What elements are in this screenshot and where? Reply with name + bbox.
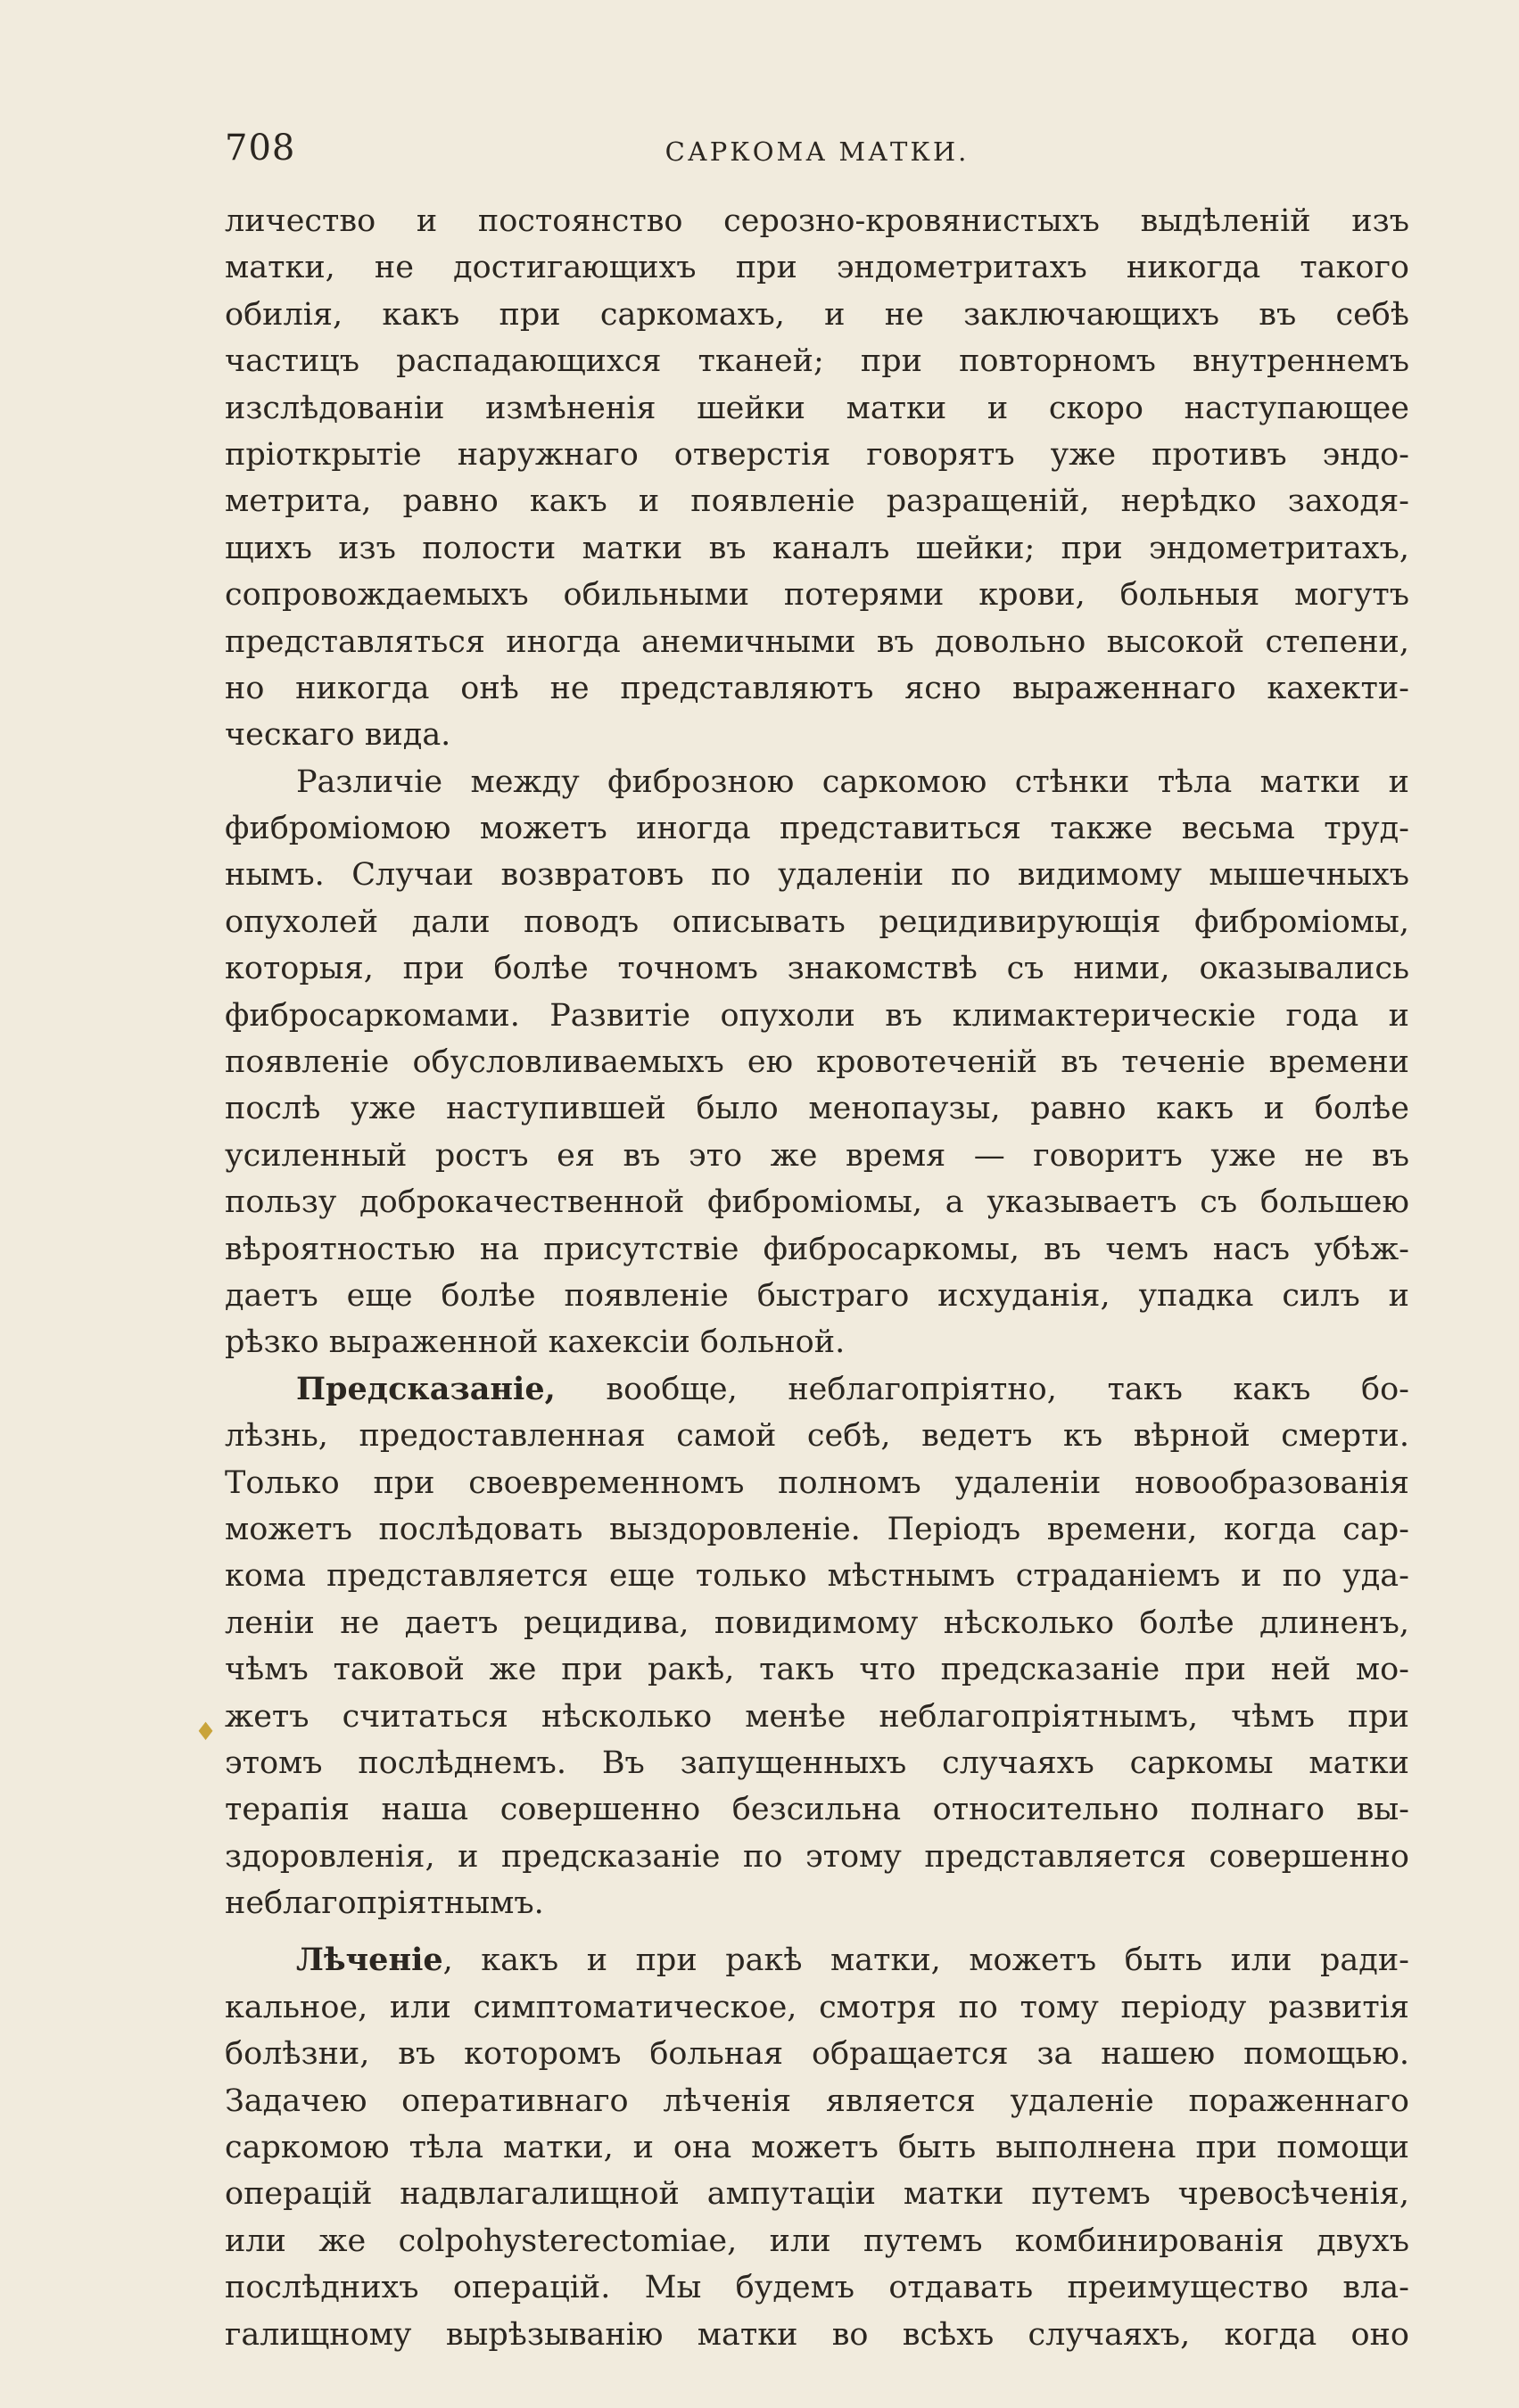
text-line: которыя, при болѣе точномъ знакомствѣ съ ними, оказывались <box>225 951 1409 987</box>
text-line: кальное, или симптоматическое, смотря по тому періоду развитія <box>225 1989 1409 2025</box>
text-line: нымъ. Случаи возвратовъ по удаленіи по видимому мышечныхъ <box>225 857 1409 894</box>
text-line-rest: , какъ и при ракѣ матки, можетъ быть или ради- <box>442 1942 1409 1979</box>
text-line: леніи не даетъ рецидива, повидимому нѣсколько болѣе длиненъ, <box>225 1604 1409 1641</box>
term-prognosis: Предсказаніе, <box>296 1370 556 1407</box>
text-line: частицъ распадающихся тканей; при повторномъ внутреннемъ <box>225 343 1409 380</box>
text-line: чѣмъ таковой же при ракѣ, такъ что предсказаніе при ней мо- <box>225 1652 1409 1688</box>
text-line: или же colpohysterectomiae, или путемъ комбинированія двухъ <box>225 2222 1409 2259</box>
text-line: кома представляется еще только мѣстнымъ страданіемъ и по уда- <box>225 1558 1409 1595</box>
text-line: галищному вырѣзыванію матки во всѣхъ случаяхъ, когда оно <box>225 2316 1409 2353</box>
text-line: матки, не достигающихъ при эндометритахъ никогда такого <box>225 250 1409 286</box>
text-line: рѣзко выраженной кахексіи больной. <box>225 1324 846 1361</box>
text-line: личество и постоянство серозно-кровянистыхъ выдѣленій изъ <box>225 203 1409 239</box>
text-line: фиброміомою можетъ иногда представиться также весьма труд- <box>225 811 1409 847</box>
text-line <box>225 2358 1409 2404</box>
text-line: болѣзни, въ которомъ больная обращается за нашею помощью. <box>225 2036 1409 2073</box>
text-line: но никогда онѣ не представляютъ ясно выраженнаго кахекти- <box>225 670 1409 706</box>
text-line: терапія наша совершенно безсильна относительно полнаго вы- <box>225 1792 1409 1828</box>
text-line: вѣроятностью на присутствіе фибросаркомы, въ чемъ насъ убѣж- <box>225 1231 1409 1267</box>
text-line <box>225 1366 1409 1413</box>
text-line: обилія, какъ при саркомахъ, и не заключающихъ въ себѣ <box>225 296 1409 333</box>
text-line: даетъ еще болѣе появленіе быстраго исхуданія, упадка силъ и <box>225 1277 1409 1314</box>
text-line: Задачею оперативнаго лѣченія является удаленіе пораженнаго <box>225 2082 1409 2119</box>
text-line: опухолей дали поводъ описывать рецидивирующія фиброміомы, <box>225 903 1409 940</box>
text-line <box>225 1937 1409 1983</box>
text-line: пріоткрытіе наружнаго отверстія говорятъ уже противъ эндо- <box>225 436 1409 473</box>
text-line: жетъ считаться нѣсколько менѣе неблагопріятнымъ, чѣмъ при <box>225 1698 1409 1735</box>
running-title: САРКОМА МАТКИ. <box>665 136 970 167</box>
text-line: саркомою тѣла матки, и она можетъ быть выполнена при помощи <box>225 2130 1409 2166</box>
text-line: представляться иногда анемичными въ довольно высокой степени, <box>225 623 1409 660</box>
text-line: неблагопріятнымъ. <box>225 1885 544 1922</box>
text-line: лѣзнь, предоставленная самой себѣ, ведетъ къ вѣрной смерти. <box>225 1418 1409 1455</box>
margin-mark-icon: ♦ <box>194 1717 218 1746</box>
text-line: операцій надвлагалищной ампутаціи матки путемъ чревосѣченія, <box>225 2176 1409 2213</box>
text-line: метрита, равно какъ и появленіе разращеній, нерѣдко заходя- <box>225 483 1409 520</box>
text-line: Различіе между фиброзною саркомою стѣнки тѣла матки и <box>296 763 1409 800</box>
body-text <box>225 198 1409 2404</box>
text-line: можетъ послѣдовать выздоровленіе. Періодъ времени, когда сар- <box>225 1511 1409 1547</box>
text-line: фибросаркомами. Развитіе опухоли въ климактерическіе года и <box>225 997 1409 1034</box>
text-line: послѣ уже наступившей было менопаузы, равно какъ и болѣе <box>225 1091 1409 1127</box>
text-line: этомъ послѣднемъ. Въ запущенныхъ случаяхъ саркомы матки <box>225 1744 1409 1781</box>
term-treatment: Лѣченіе <box>296 1942 443 1979</box>
page-header <box>225 121 1409 175</box>
text-line: сопровождаемыхъ обильными потерями крови, больныя могутъ <box>225 577 1409 614</box>
text-line: ческаго вида. <box>225 717 451 754</box>
text-line: пользу доброкачественной фиброміомы, а указываетъ съ большею <box>225 1184 1409 1221</box>
text-line: изслѣдованіи измѣненія шейки матки и скоро наступающее <box>225 390 1409 426</box>
text-line: щихъ изъ полости матки въ каналъ шейки; при эндометритахъ, <box>225 530 1409 566</box>
text-line: Только при своевременномъ полномъ удаленіи новообразованія <box>225 1464 1409 1501</box>
text-line: появленіе обусловливаемыхъ ею кровотеченій въ теченіе времени <box>225 1044 1409 1081</box>
text-line: усиленный ростъ ея въ это же время — говоритъ уже не въ <box>225 1137 1409 1174</box>
text-line-rest: вообще, неблагопріятно, такъ какъ бо- <box>606 1371 1409 1407</box>
page-number: 708 <box>225 128 296 169</box>
text-line: здоровленія, и предсказаніе по этому представляется совершенно <box>225 1838 1409 1875</box>
text-line: послѣднихъ операцій. Мы будемъ отдавать преимущество вла- <box>225 2270 1409 2306</box>
